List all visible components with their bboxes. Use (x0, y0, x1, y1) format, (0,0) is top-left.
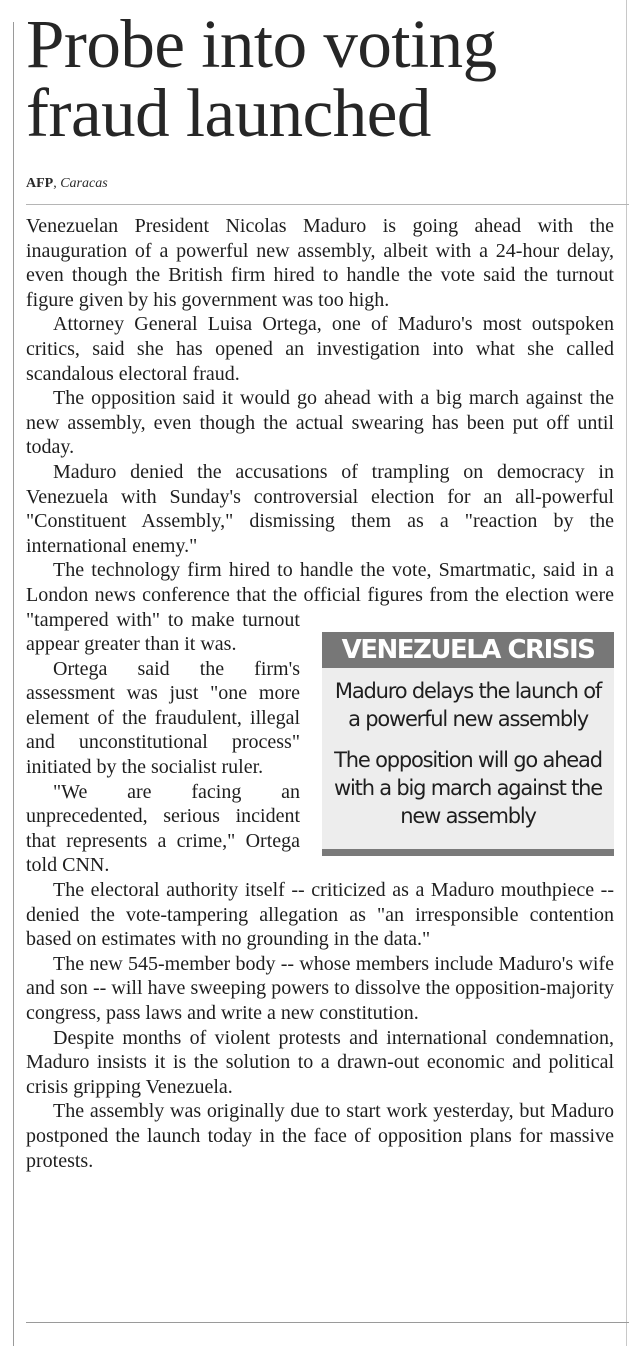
dateline-agency: AFP (26, 176, 54, 191)
sidebar-item: Maduro delays the launch of a powerful new assembly (334, 679, 602, 731)
article-paragraph: Ortega said the firm's assessment was just "one more element of the fraudulent, illegal and unconstitutional process" initiated by the socialist ruler. (26, 657, 300, 779)
article-paragraph: The technology firm hired to handle the vote, Smartmatic, said in a London news conference that the official figures from the election were "tampered with" to make turnout appear greater than it was. (26, 559, 614, 656)
article-paragraph: The assembly was originally due to start work yesterday, but Maduro postponed the launch today in the face of opposition plans for massive protests. (26, 1100, 614, 1172)
sidebar-title: VENEZUELA CRISIS (322, 632, 614, 668)
article-paragraph: "We are facing an unprecedented, serious incident that represents a crime," Ortega told CNN. (26, 780, 300, 877)
dateline-rule (26, 204, 629, 205)
article-paragraph: Despite months of violent protests and international condemnation, Maduro insists it is the solution to a drawn-out economic and political crisis gripping Venezuela. (26, 1026, 614, 1098)
right-column-rule (626, 0, 627, 1346)
dateline (26, 174, 108, 194)
sidebar-box (322, 632, 614, 856)
bottom-rule (26, 1322, 629, 1323)
article-paragraph: The new 545-member body -- whose members include Maduro's wife and son -- will have sweeping powers to dissolve the opposition-majority congress, pass laws and write a new constitution. (26, 952, 614, 1024)
article-paragraph: The electoral authority itself -- criticized as a Maduro mouthpiece -- denied the vote-tampering allegation as "an irresponsible contention based on estimates with no grounding in the data." (26, 879, 614, 951)
article-paragraph: Venezuelan President Nicolas Maduro is going ahead with the inauguration of a powerful new assembly, albeit with a 24-hour delay, even though the British firm hired to handle the vote said the turnout figure given by his government was too high. (26, 215, 614, 311)
dateline-place: Caracas (60, 176, 108, 191)
dateline-separator: , (53, 176, 57, 191)
article-paragraph: Maduro denied the accusations of trampling on democracy in Venezuela with Sunday's controversial election for an all-powerful "Constituent Assembly," dismissing them as a "reaction by the international enemy." (26, 460, 614, 557)
sidebar-item: The opposition will go ahead with a big march against the new assembly (334, 748, 602, 828)
article-body (26, 214, 614, 1173)
article-paragraph: The opposition said it would go ahead with a big march against the new assembly, even though the actual swearing has been put off until today. (26, 387, 614, 459)
article-paragraph: Attorney General Luisa Ortega, one of Maduro's most outspoken critics, said she has opened an investigation into what she called scandalous electoral fraud. (26, 313, 614, 385)
headline: Probe into voting fraud launched (26, 6, 497, 151)
left-column-rule (13, 22, 14, 1346)
